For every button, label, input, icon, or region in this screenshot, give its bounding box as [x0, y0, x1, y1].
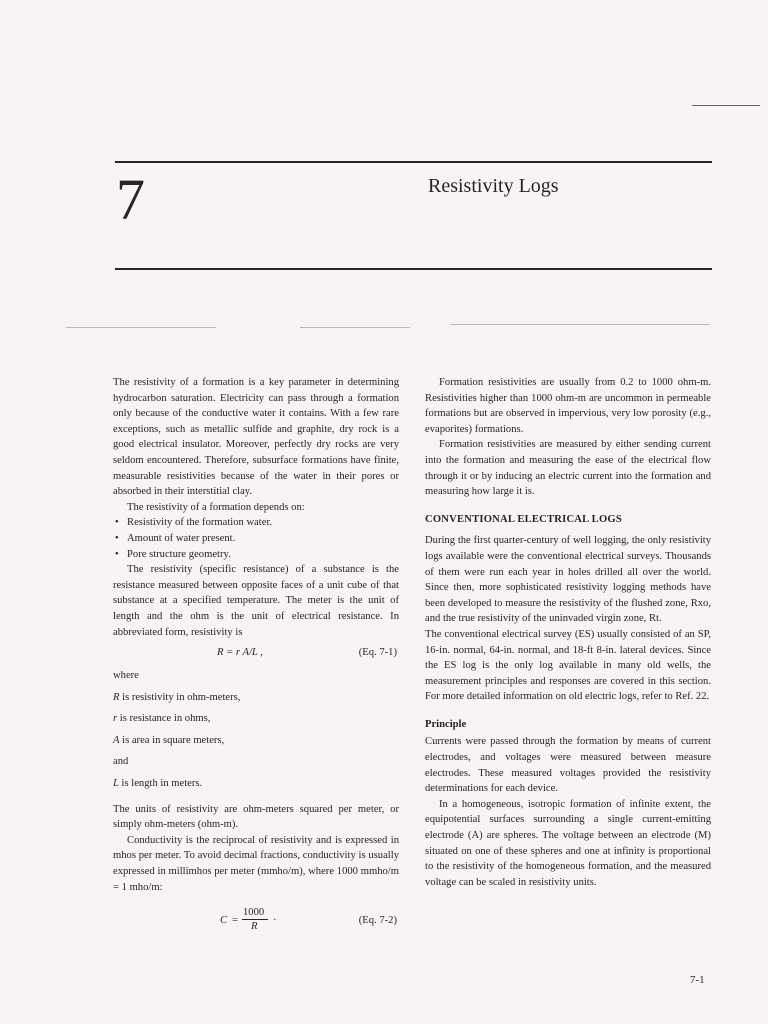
equals-sign: =	[232, 915, 238, 927]
bullet-list	[113, 515, 399, 562]
left-column	[113, 375, 399, 935]
definition-text: is area in square meters,	[119, 734, 225, 746]
list-item: • Amount of water present.	[127, 531, 399, 547]
equation-7-2	[113, 905, 399, 935]
paragraph: In a homogeneous, isotropic formation of infinite extent, the equipotential surfaces surrounding a single current-emitting electrode (A) are spheres. The voltage between an electrode (M) situated on one of these spheres and one at infinity is proportional to the resistivity of the homogeneous formation, and the measured voltage can be scaled in resistivity units.	[425, 798, 711, 888]
definition	[113, 711, 399, 727]
list-item: • Resistivity of the formation water.	[127, 515, 399, 531]
paragraph: Conductivity is the reciprocal of resistivity and is expressed in mhos per meter. To avoid decimal fractions, conductivity is usually expressed in millimhos per meter (mmho/m), where 1000 mmho/m = 1 mho/m:	[113, 834, 399, 893]
symbol: R	[113, 691, 120, 703]
section-heading: CONVENTIONAL ELECTRICAL LOGS	[425, 513, 622, 525]
scan-artifact	[300, 327, 410, 328]
symbol: L	[113, 778, 119, 790]
paragraph: Formation resistivities are measured by either sending current into the formation and measuring the ease of the electrical flow through it or by inducing an electric current into the formation and measuring how large it is.	[425, 439, 711, 498]
definition	[113, 733, 399, 749]
page-number: 7-1	[690, 974, 705, 986]
equation-label: (Eq. 7-1)	[358, 647, 397, 659]
and-label: and	[113, 756, 129, 768]
right-column	[425, 375, 711, 890]
definition-text: is resistivity in ohm-meters,	[119, 691, 241, 703]
where-label: where	[113, 670, 139, 682]
chapter-rule-bottom	[115, 268, 712, 270]
list-item: • Pore structure geometry.	[127, 547, 399, 563]
chapter-number: 7	[116, 167, 145, 232]
fraction-denominator: R	[251, 921, 258, 933]
equation-label: (Eq. 7-2)	[358, 915, 397, 927]
definition-text: is length in meters.	[118, 778, 203, 790]
paragraph: The resistivity of a formation depends on:	[127, 501, 305, 513]
margin-rule	[692, 105, 760, 106]
paragraph: The conventional electrical survey (ES) usually consisted of an SP, 16-in. normal, 64-in. normal, and 18-ft 8-in. lateral devices. Since the ES log is the only log available in many old wells, the measurement principles and responses are covered in this section. For more detailed information on old electric logs, refer to Ref. 22.	[425, 628, 711, 703]
symbol: A	[113, 734, 120, 746]
definition	[113, 690, 399, 706]
scan-artifact	[66, 327, 216, 328]
definition-text: is resistance in ohms,	[117, 713, 211, 725]
paragraph: The resistivity of a formation is a key parameter in determining hydrocarbon saturation. Electricity can pass through a formation only because of the conductive water it contains. With a few rare exceptions, such as metallic sulfide and graphite, dry rock is a good electrical insulator. Moreover, perfectly dry rocks are very seldom encountered. Therefore, subsurface formations have finite, measurable resistivities because of the water in their pores or absorbed in their interstitial clay.	[113, 377, 399, 498]
chapter-rule-top	[115, 161, 712, 163]
paragraph: Formation resistivities are usually from 0.2 to 1000 ohm-m. Resistivities higher than 1000 ohm-m are uncommon in permeable formations but are observed in impervious, very low porosity (e.g., evaporites) formations.	[425, 377, 711, 435]
paragraph: During the first quarter-century of well logging, the only resistivity logs available were the conventional electrical surveys. Thousands of them were run each year in holes drilled all over the world. Since then, more sophisticated resistivity logging methods have been developed to measure the resistivity of the flushed zone, Rxo, and the true resistivity of the uninvaded virgin zone, Rt.	[425, 535, 711, 625]
symbol: r	[113, 713, 118, 725]
paragraph: The resistivity (specific resistance) of a substance is the resistance measured between opposite faces of a unit cube of that substance at a specified temperature. The meter is the unit of length and the ohm is the unit of electrical resistance. In abbreviated form, resistivity is	[113, 564, 399, 638]
definition	[113, 776, 399, 792]
equation-formula: R = r A/L ,	[217, 647, 263, 659]
equation-dot: ·	[273, 915, 277, 927]
equation-lhs: C	[220, 915, 228, 927]
paragraph: The units of resistivity are ohm-meters squared per meter, or simply ohm-meters (ohm-m).	[113, 803, 399, 831]
paragraph: Currents were passed through the formation by means of current electrodes, and voltages were measured between measure electrodes. These measured voltages provided the resistivity determinations for each device.	[425, 736, 711, 795]
chapter-title: Resistivity Logs	[428, 175, 559, 197]
scan-artifact	[450, 324, 710, 325]
equation-7-1	[113, 645, 399, 663]
subsection-heading: Principle	[425, 718, 467, 730]
fraction-numerator: 1000	[243, 907, 265, 919]
